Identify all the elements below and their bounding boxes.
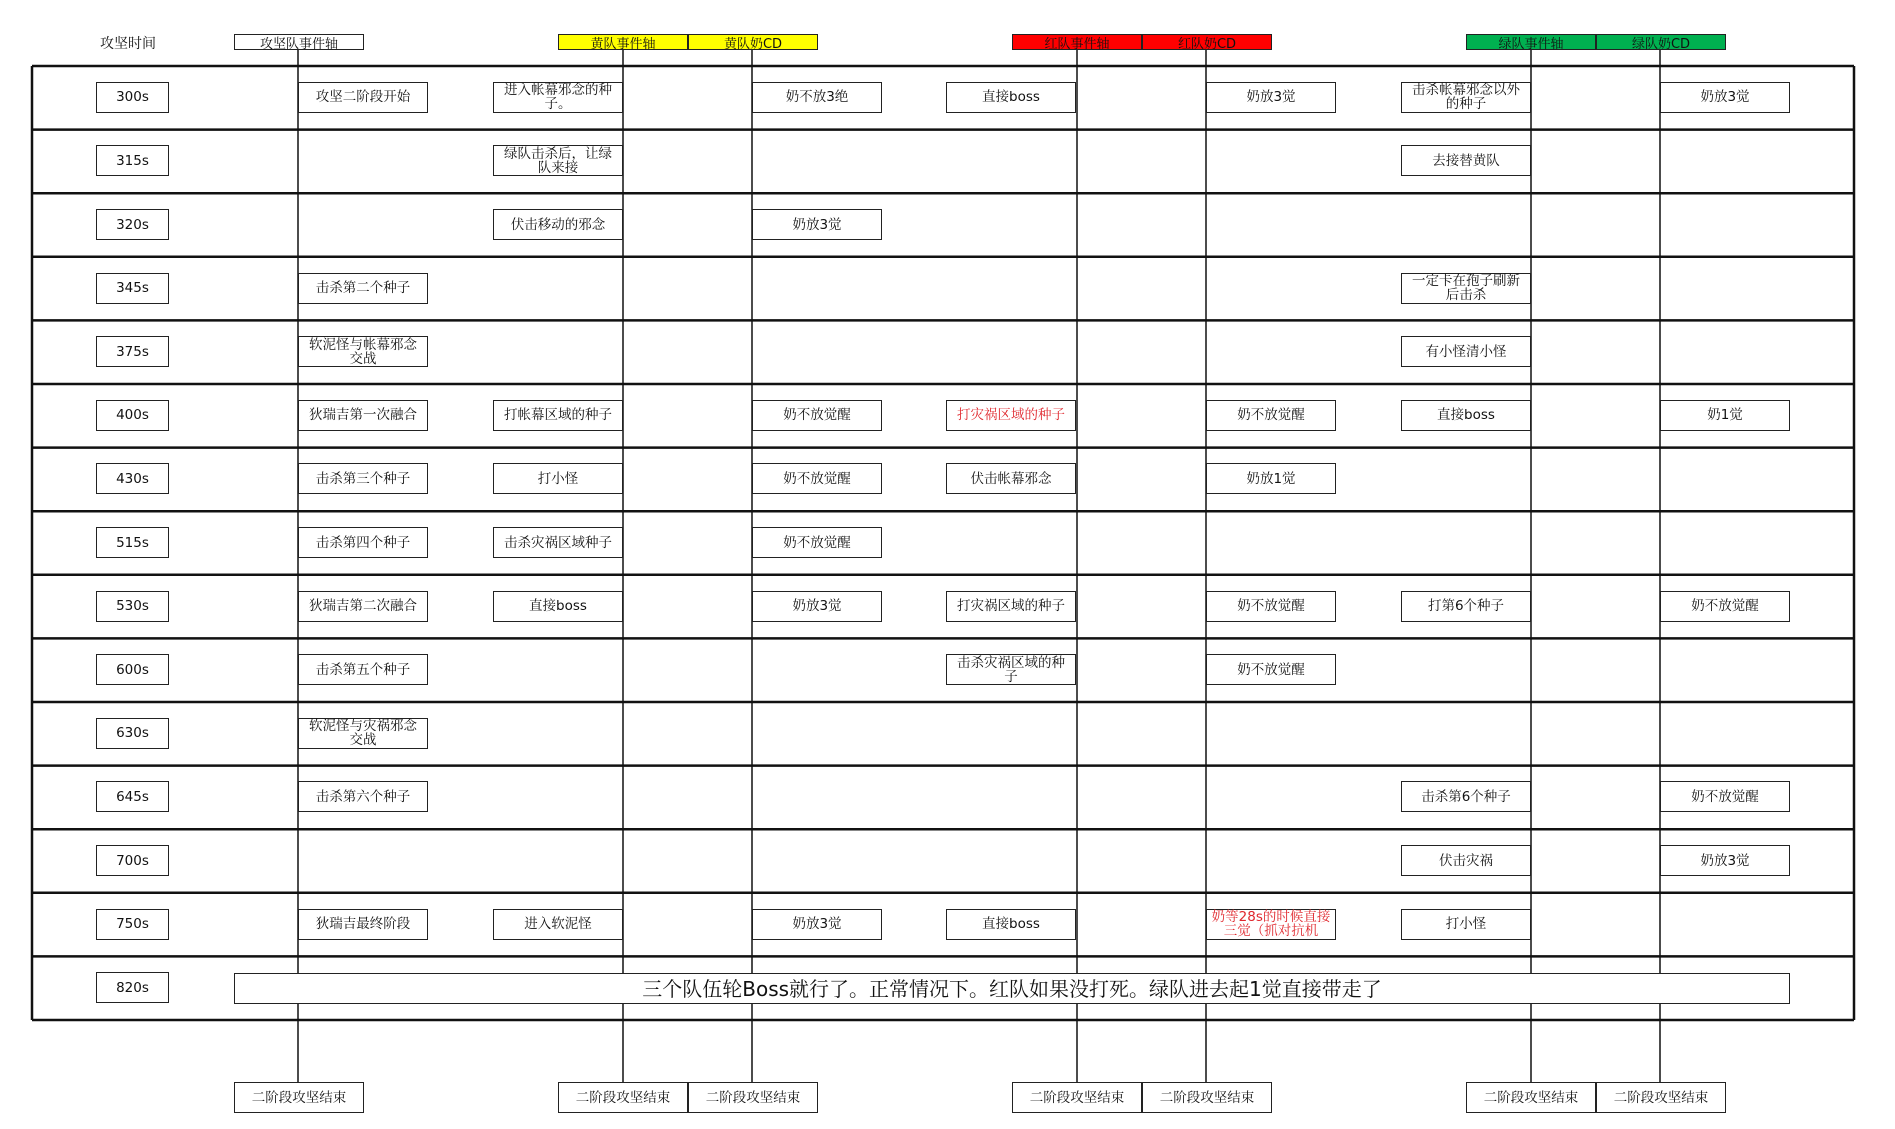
time-label: 530s xyxy=(96,591,169,622)
red-event: 直接boss xyxy=(946,82,1076,113)
time-label: 315s xyxy=(96,145,169,176)
attack-event: 击杀第五个种子 xyxy=(298,654,428,685)
green-axis-header: 绿队事件轴 xyxy=(1466,34,1596,50)
green-event: 伏击灾祸 xyxy=(1401,845,1531,876)
yellow-event: 直接boss xyxy=(493,591,623,622)
yellow-cd-event: 奶不放觉醒 xyxy=(752,527,882,558)
end-label-yellow: 二阶段攻坚结束 xyxy=(558,1082,688,1113)
red-cd-event: 奶不放觉醒 xyxy=(1206,591,1336,622)
yellow-cd-event: 奶不放觉醒 xyxy=(752,463,882,494)
yellow-cd-event: 奶不放3绝 xyxy=(752,82,882,113)
red-event: 打灾祸区域的种子 xyxy=(946,591,1076,622)
green-cd-event: 奶不放觉醒 xyxy=(1660,781,1790,812)
final-note: 三个队伍轮Boss就行了。正常情况下。红队如果没打死。绿队进去起1觉直接带走了 xyxy=(234,973,1790,1004)
time-label: 400s xyxy=(96,400,169,431)
yellow-event: 进入软泥怪 xyxy=(493,909,623,940)
yellow-event: 击杀灾祸区域种子 xyxy=(493,527,623,558)
time-label: 630s xyxy=(96,718,169,749)
red-cd-event: 奶不放觉醒 xyxy=(1206,654,1336,685)
time-label: 300s xyxy=(96,82,169,113)
green-event: 打第6个种子 xyxy=(1401,591,1531,622)
time-label: 600s xyxy=(96,654,169,685)
red-event: 击杀灾祸区域的种子 xyxy=(946,654,1076,685)
green-cd-event: 奶1觉 xyxy=(1660,400,1790,431)
attack-event: 狄瑞吉最终阶段 xyxy=(298,909,428,940)
attack-axis-header: 攻坚队事件轴 xyxy=(234,34,364,50)
attack-event: 软泥怪与帐幕邪念交战 xyxy=(298,336,428,367)
green-event: 有小怪清小怪 xyxy=(1401,336,1531,367)
yellow-event: 绿队击杀后，让绿队来接 xyxy=(493,145,623,176)
green-event: 击杀帐幕邪念以外的种子 xyxy=(1401,82,1531,113)
green-event: 击杀第6个种子 xyxy=(1401,781,1531,812)
green-cd-event: 奶不放觉醒 xyxy=(1660,591,1790,622)
yellow-cd-event: 奶不放觉醒 xyxy=(752,400,882,431)
yellow-event: 进入帐幕邪念的种子。 xyxy=(493,82,623,113)
yellow-event: 伏击移动的邪念 xyxy=(493,209,623,240)
time-label: 750s xyxy=(96,909,169,940)
end-label-red: 二阶段攻坚结束 xyxy=(1012,1082,1142,1113)
end-label-green: 二阶段攻坚结束 xyxy=(1466,1082,1596,1113)
yellow-event: 打帐幕区域的种子 xyxy=(493,400,623,431)
yellow-cd-event: 奶放3觉 xyxy=(752,591,882,622)
end-label-attack: 二阶段攻坚结束 xyxy=(234,1082,364,1113)
attack-event: 攻坚二阶段开始 xyxy=(298,82,428,113)
yellow-cd-event: 奶放3觉 xyxy=(752,909,882,940)
red-event: 打灾祸区域的种子 xyxy=(946,400,1076,431)
attack-event: 击杀第三个种子 xyxy=(298,463,428,494)
time-column-title: 攻坚时间 xyxy=(100,36,156,52)
red-event: 伏击帐幕邪念 xyxy=(946,463,1076,494)
attack-event: 软泥怪与灾祸邪念交战 xyxy=(298,718,428,749)
red-axis-header: 红队事件轴 xyxy=(1012,34,1142,50)
time-label: 430s xyxy=(96,463,169,494)
yellow-cd-header: 黄队奶CD xyxy=(688,34,818,50)
red-cd-header: 红队奶CD xyxy=(1142,34,1272,50)
attack-event: 狄瑞吉第二次融合 xyxy=(298,591,428,622)
yellow-cd-event: 奶放3觉 xyxy=(752,209,882,240)
time-label: 320s xyxy=(96,209,169,240)
attack-event: 击杀第二个种子 xyxy=(298,273,428,304)
green-event: 直接boss xyxy=(1401,400,1531,431)
green-event: 去接替黄队 xyxy=(1401,145,1531,176)
attack-event: 狄瑞吉第一次融合 xyxy=(298,400,428,431)
red-event: 直接boss xyxy=(946,909,1076,940)
time-label: 515s xyxy=(96,527,169,558)
green-cd-event: 奶放3觉 xyxy=(1660,845,1790,876)
attack-event: 击杀第六个种子 xyxy=(298,781,428,812)
time-label: 345s xyxy=(96,273,169,304)
attack-event: 击杀第四个种子 xyxy=(298,527,428,558)
yellow-axis-header: 黄队事件轴 xyxy=(558,34,688,50)
red-cd-event: 奶不放觉醒 xyxy=(1206,400,1336,431)
green-cd-header: 绿队奶CD xyxy=(1596,34,1726,50)
red-cd-event: 奶放3觉 xyxy=(1206,82,1336,113)
time-label: 375s xyxy=(96,336,169,367)
green-event: 打小怪 xyxy=(1401,909,1531,940)
end-label-yellow-cd: 二阶段攻坚结束 xyxy=(688,1082,818,1113)
time-label: 700s xyxy=(96,845,169,876)
yellow-event: 打小怪 xyxy=(493,463,623,494)
end-label-green-cd: 二阶段攻坚结束 xyxy=(1596,1082,1726,1113)
time-label: 820s xyxy=(96,972,169,1003)
red-cd-event: 奶等28s的时候直接三觉（抓对抗机 xyxy=(1206,909,1336,940)
green-cd-event: 奶放3觉 xyxy=(1660,82,1790,113)
red-cd-event: 奶放1觉 xyxy=(1206,463,1336,494)
time-label: 645s xyxy=(96,781,169,812)
end-label-red-cd: 二阶段攻坚结束 xyxy=(1142,1082,1272,1113)
green-event: 一定卡在孢子刷新后击杀 xyxy=(1401,273,1531,304)
